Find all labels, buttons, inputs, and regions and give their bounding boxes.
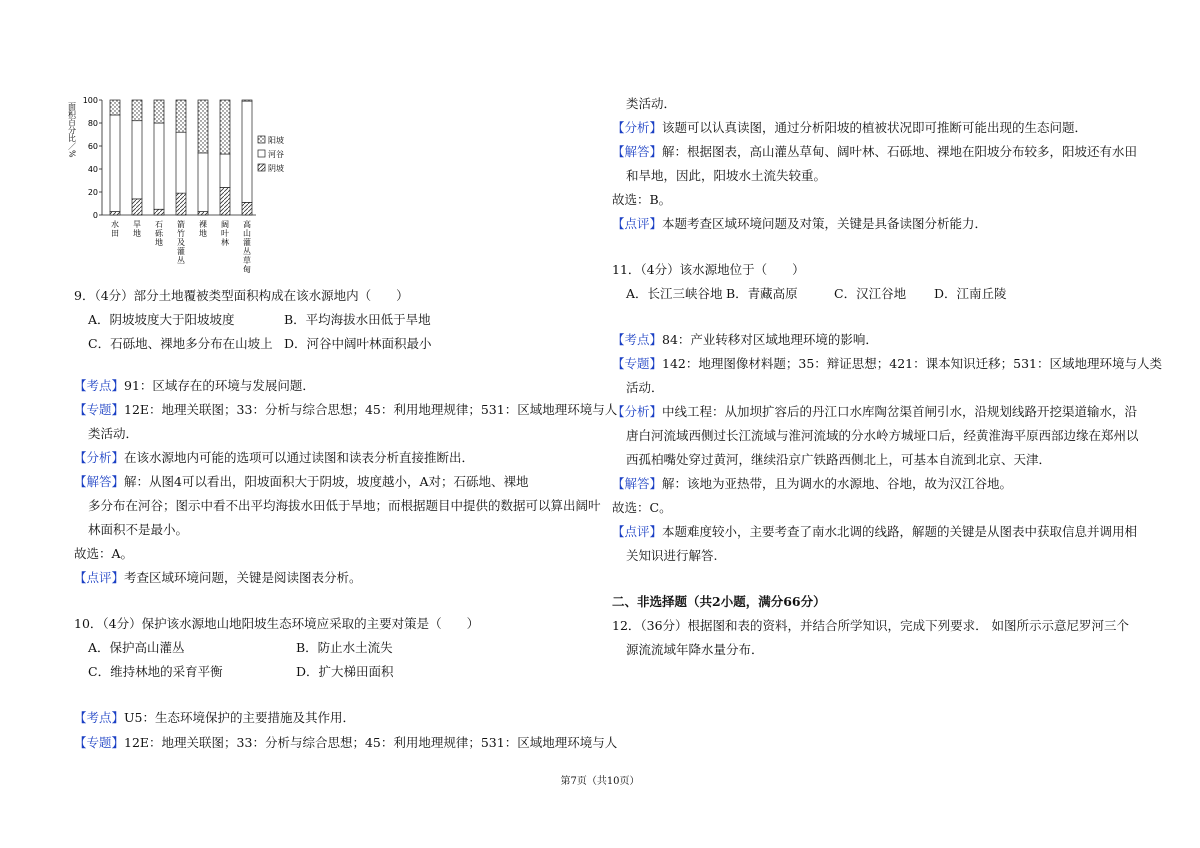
category-label-char: 及 [177,238,185,247]
category-label-char: 地 [199,229,207,238]
q12-stem: 12．（36分）根据图和表的资料，并结合所学知识，完成下列要求． 如图所示示意尼罗河三个 [612,618,1130,633]
q11-option-d: D．江南丘陵 [934,286,1007,301]
bars-group [110,100,252,215]
category-label-char: 林 [221,238,229,247]
bar-segment [176,132,186,193]
q10-zhuanti: 【专题】12E：地理关联图；33：分析与综合思想；45：利用地理规律；531：区域地理环境与人 [74,735,618,750]
q10-option-a: A．保护高山灌丛 [88,640,185,655]
bar-segment [242,202,252,215]
q10-stem: 10．（4分）保护该水源地山地阳坡生态环境应采取的主要对策是（ ） [74,616,480,631]
category-label-char: 丛 [243,247,251,256]
category-label-char: 水 [111,220,119,229]
q11-option-a: A．长江三峡谷地 [626,286,723,301]
category-label-char: 阔 [221,220,229,229]
bar-segment [154,209,164,215]
legend-swatch [258,136,265,143]
q10-jieda-cont: 和旱地，因此，阳坡水土流失较重。 [626,168,827,183]
q9-option-a: A．阴坡坡度大于阳坡坡度 [88,312,235,327]
section-2-heading: 二、非选择题（共2小题，满分66分） [612,594,826,609]
q11-zhuanti: 【专题】142：地理图像材料题；35：辩证思想；421：课本知识迁移；531：区域地理环境与人类 [612,356,1162,371]
bar-segment [198,212,208,215]
q9-zhuanti: 【专题】12E：地理关联图；33：分析与综合思想；45：利用地理规律；531：区域地理环境与人 [74,402,618,417]
bar-segment [220,154,230,187]
q9-fenxi: 【分析】在该水源地内可能的选项可以通过读图和读表分析直接推断出． [74,450,475,465]
q10-dianping: 【点评】本题考查区域环境问题及对策，关键是具备读图分析能力． [612,216,988,231]
category-label-char: 灌 [243,238,251,247]
q10-option-c: C．维持林地的采育平衡 [88,664,223,679]
q9-answer: 故选：A。 [74,546,134,561]
q9-dianping: 【点评】考查区域环境问题，关键是阅读图表分析。 [74,570,362,585]
q9-option-d: D．河谷中阔叶林面积最小 [284,336,432,351]
q11-fenxi-cont1: 唐白河流域西侧过长江流域与淮河流域的分水岭方城垭口后，经黄淮海平原西部边缘在郑州以 [626,428,1139,443]
q11-dianping-cont: 关知识进行解答. [626,548,718,563]
q11-stem: 11．（4分）该水源地位于（ ） [612,262,805,277]
category-label-char: 高 [243,220,251,229]
bar-segment [198,153,208,212]
bar-segment [220,187,230,215]
bar-segment [220,100,230,154]
category-label-char: 甸 [243,265,251,274]
q11-fenxi-cont2: 西孤柏嘴处穿过黄河，继续沿京广铁路西侧北上，可基本自流到北京、天津． [626,452,1052,467]
q10-option-d: D．扩大梯田面积 [296,664,394,679]
q10-answer: 故选：B。 [612,192,672,207]
land-cover-chart [67,92,302,278]
category-label-char: 竹 [177,229,185,238]
category-label-char: 地 [133,229,141,238]
bar-segment [176,193,186,215]
q9-stem: 9．（4分）部分土地覆被类型面积构成在该水源地内（ ） [74,288,409,303]
category-label-char: 砾 [155,229,163,238]
category-labels [111,219,251,274]
q10-jieda: 【解答】解：根据图表，高山灌丛草甸、阔叶林、石砾地、裸地在阳坡分布较多，阳坡还有水田 [612,144,1138,159]
q12-stem-cont: 源流流域年降水量分布． [626,642,764,657]
q11-fenxi: 【分析】中线工程：从加坝扩容后的丹江口水库陶岔渠首闸引水，沿规划线路开挖渠道输水，沿 [612,404,1138,419]
legend-label: 河谷 [268,150,284,159]
legend-label: 阴坡 [268,164,284,173]
q10-zhuanti-cont: 类活动． [626,96,677,111]
q10-kaodian: 【考点】U5：生态环境保护的主要措施及其作用． [74,710,356,725]
q9-zhuanti-cont: 类活动． [88,426,139,441]
q9-option-c: C．石砾地、裸地多分布在山坡上 [88,336,273,351]
bar-segment [154,100,164,123]
bar-segment [242,101,252,202]
bar-segment [110,115,120,212]
bar-segment [132,100,142,121]
category-label-char: 山 [243,229,251,238]
bar-segment [110,212,120,215]
chart-ylabel: 面积百分比／% [67,102,77,158]
y-tick-label: 100 [82,96,98,105]
y-tick-label: 0 [92,211,98,220]
q11-option-b: B．青藏高原 [726,286,798,301]
y-tick-label: 80 [87,119,98,128]
category-label-char: 叶 [221,229,229,238]
category-label-char: 丛 [177,256,185,265]
q11-dianping: 【点评】本题难度较小，主要考查了南水北调的线路，解题的关键是从图表中获取信息并调用相 [612,524,1138,539]
bar-segment [242,100,252,101]
q10-fenxi: 【分析】该题可以认真读图，通过分析阳坡的植被状况即可推断可能出现的生态问题． [612,120,1088,135]
category-label-char: 地 [155,238,163,247]
q9-jieda-cont1: 多分布在河谷；图示中看不出平均海拔水田低于旱地；而根据题目中提供的数据可以算出阔叶 [88,498,601,513]
q10-option-b: B．防止水土流失 [296,640,393,655]
q11-zhuanti-cont: 活动． [626,380,664,395]
category-label-char: 箭 [177,220,185,229]
legend-swatch [258,150,265,157]
category-label-char: 裸 [199,220,207,229]
q11-kaodian: 【考点】84：产业转移对区域地理环境的影响． [612,332,878,347]
bar-segment [154,123,164,209]
bar-segment [176,100,186,132]
y-tick-label: 20 [87,188,98,197]
q9-jieda: 【解答】解：从图4可以看出，阳坡面积大于阴坡，坡度越小，A对；石砾地、裸地 [74,474,529,489]
category-label-char: 旱 [133,220,141,229]
q9-jieda-cont2: 林面积不是最小。 [88,522,189,537]
bar-segment [132,121,142,199]
bar-segment [132,199,142,215]
bar-segment [110,100,120,115]
q11-answer: 故选：C。 [612,500,672,515]
legend-label: 阳坡 [268,136,284,145]
page-footer: 第7页（共10页） [560,776,640,787]
y-tick-label: 40 [87,165,98,174]
q11-jieda: 【解答】解：该地为亚热带，且为调水的水源地、谷地，故为汉江谷地。 [612,476,1013,491]
chart-legend [258,135,284,173]
q11-option-c: C．汉江谷地 [834,286,907,301]
bar-segment [198,100,208,153]
legend-swatch [258,164,265,171]
q9-kaodian: 【考点】91：区域存在的环境与发展问题． [74,378,315,393]
category-label-char: 灌 [177,247,185,256]
category-label-char: 草 [243,256,251,265]
category-label-char: 田 [111,229,119,238]
y-tick-label: 60 [87,142,98,151]
category-label-char: 石 [155,220,163,229]
q9-option-b: B．平均海拔水田低于旱地 [284,312,431,327]
